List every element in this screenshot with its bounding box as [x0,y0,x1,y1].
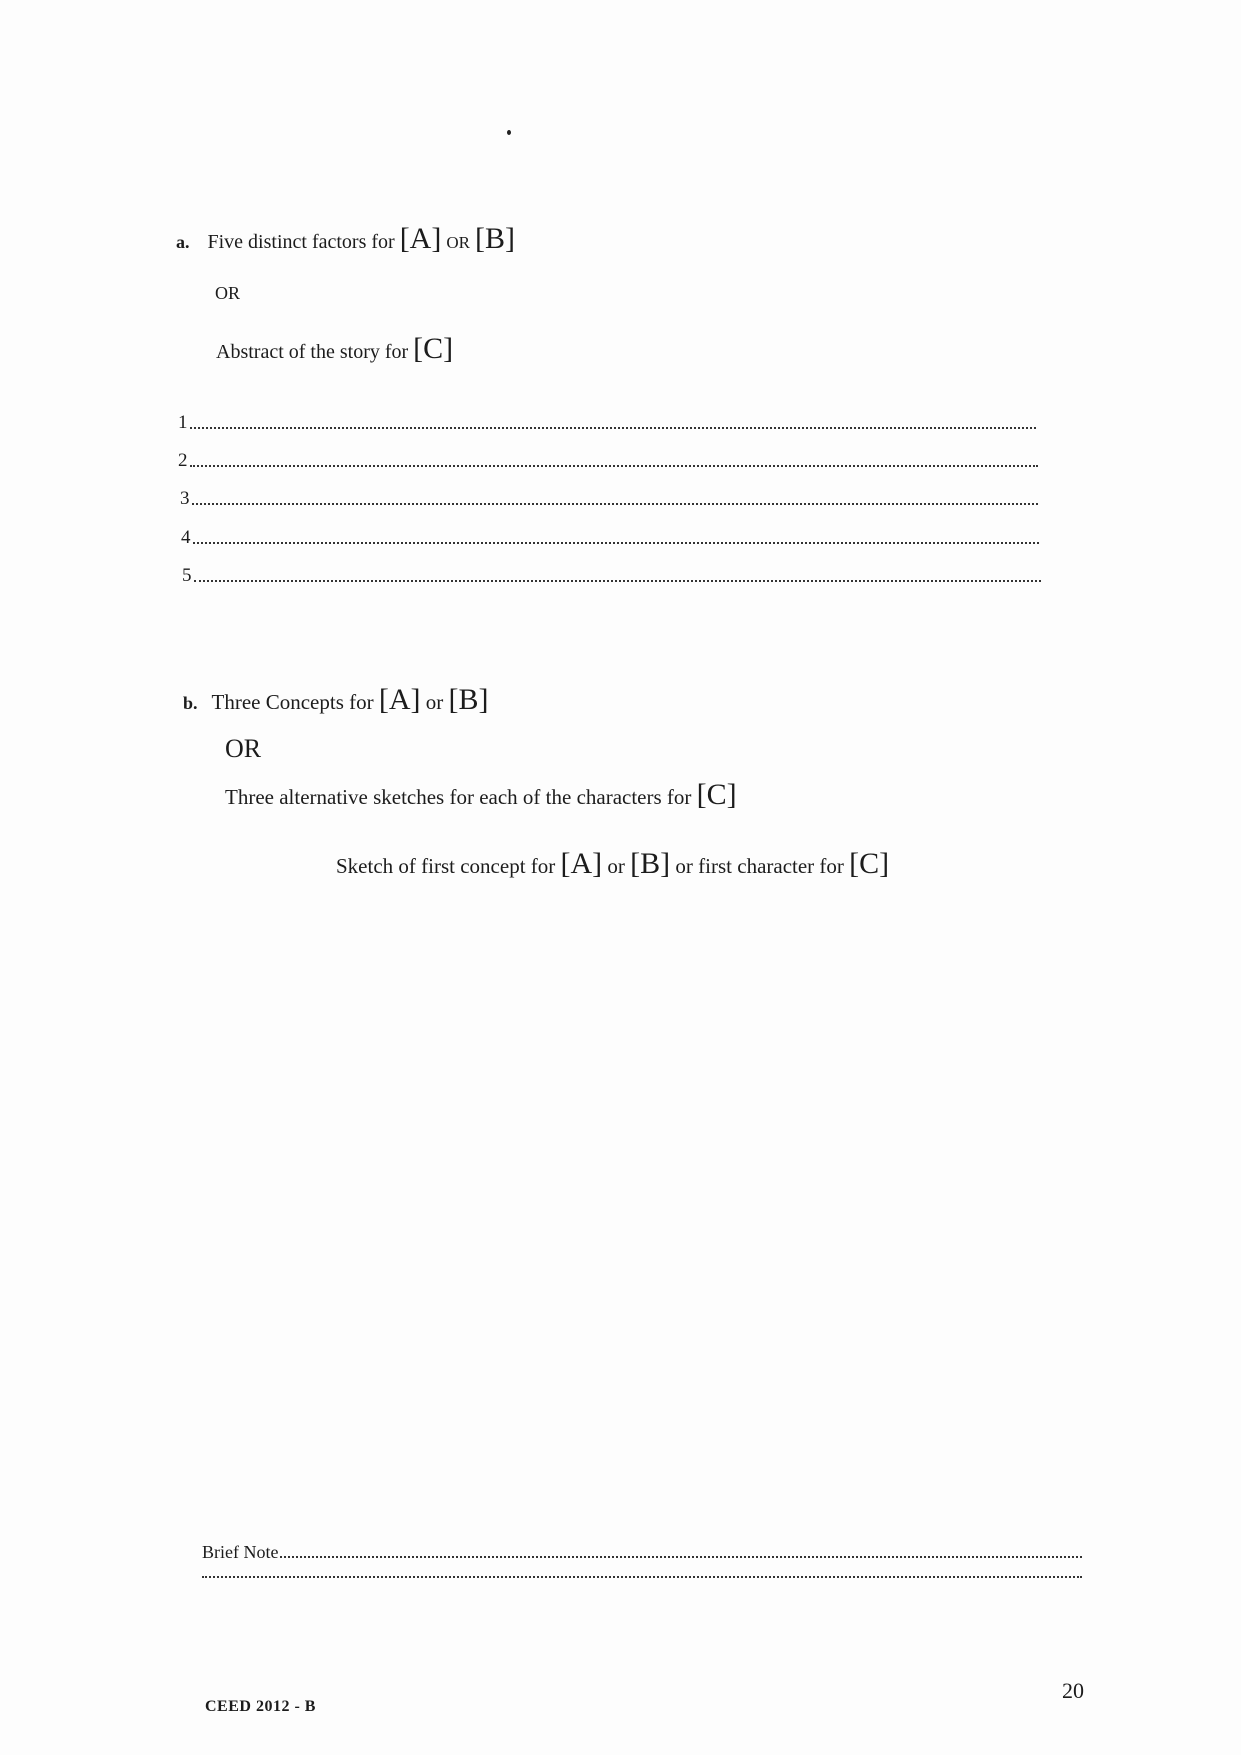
bracket-b: [B] [630,847,671,880]
page-number: 20 [1062,1678,1084,1703]
line-number: 2 [178,450,188,471]
dotted-line [192,502,1039,505]
alternative-sketches-prompt [225,778,737,812]
dotted-line [202,1575,1082,1578]
section-a-or: OR [215,283,241,303]
exam-code: CEED 2012 - B [205,1698,316,1715]
section-b-title-text: Three Concepts for [211,690,374,714]
bracket-c: [C] [413,332,454,365]
dotted-line [194,579,1042,582]
section-b-heading [183,683,489,717]
section-a-title-text: Five distinct factors for [207,231,395,253]
bracket-c: [C] [849,847,890,880]
line-number: 5 [182,565,192,586]
brief-note-label: Brief Note [202,1542,279,1562]
bracket-a: [A] [560,847,603,880]
section-a-heading [176,222,515,256]
answer-line-3[interactable] [180,488,1038,510]
bracket-a: [A] [378,683,421,716]
bracket-c: [C] [696,778,737,811]
or-connector: or [607,854,625,878]
dotted-line [193,541,1040,544]
section-a-label: a. [176,232,190,252]
alternative-sketches-text: Three alternative sketches for each of the characters for [225,785,692,809]
bracket-b: [B] [474,222,515,255]
answer-line-4[interactable] [181,527,1039,549]
bracket-b: [B] [448,683,489,716]
sketch-area[interactable] [180,905,1080,1525]
answer-line-1[interactable] [178,412,1036,434]
abstract-text: Abstract of the story for [216,341,409,363]
answer-line-5[interactable] [182,565,1041,587]
dotted-line [190,426,1037,429]
brief-note-line-2[interactable] [202,1575,1082,1583]
line-number: 3 [180,488,190,509]
or-connector: or [425,690,444,714]
line-number: 4 [181,527,191,548]
or-connector: OR [446,233,470,252]
line-number: 1 [178,412,188,433]
answer-line-2[interactable] [178,450,1038,472]
section-b-or: OR [225,734,262,763]
brief-note-line-1[interactable] [202,1542,1082,1563]
section-b-label: b. [183,693,198,713]
sketch-caption [336,847,889,881]
bracket-a: [A] [399,222,442,255]
sketch-caption-part-1: Sketch of first concept for [336,854,556,878]
dotted-line [280,1555,1082,1558]
scan-speck [507,130,511,135]
dotted-line [190,464,1039,467]
abstract-prompt [216,332,453,366]
sketch-caption-part-2: or first character for [675,854,844,878]
